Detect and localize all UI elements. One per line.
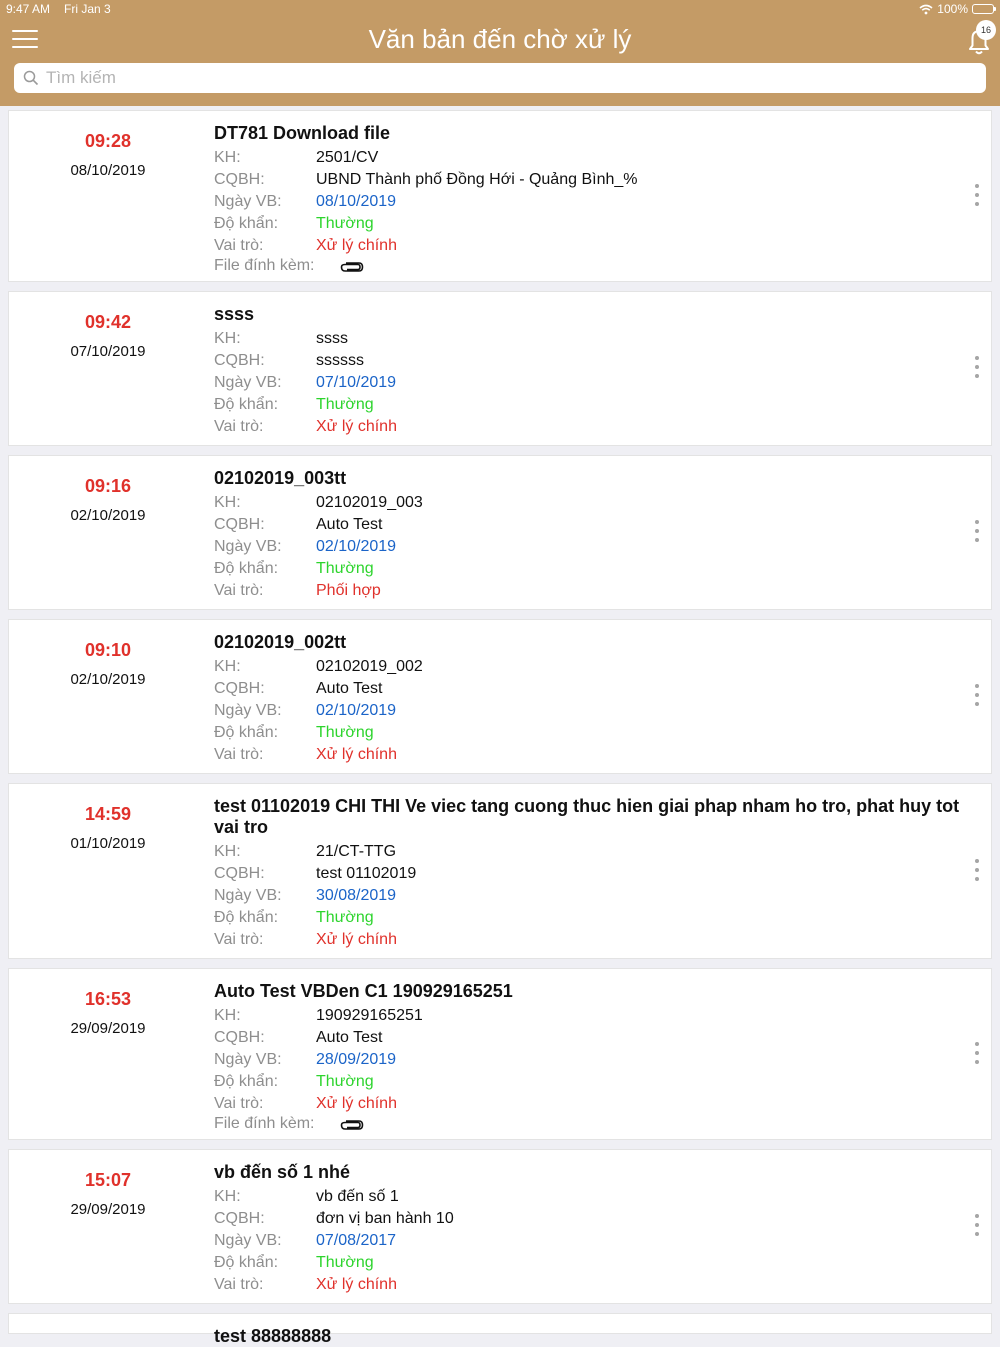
document-card[interactable] bbox=[8, 455, 992, 610]
received-date: 07/10/2019 bbox=[70, 343, 146, 360]
battery-icon bbox=[972, 4, 994, 14]
kh-value: vb đến số 1 bbox=[316, 1188, 399, 1205]
do-khan-value: Thường bbox=[316, 215, 374, 232]
received-date: 02/10/2019 bbox=[70, 671, 146, 688]
received-time: 09:10 bbox=[84, 640, 132, 660]
kh-label: KH: bbox=[214, 149, 241, 166]
cqbh-label: CQBH: bbox=[214, 516, 265, 533]
ngay-vb-value: 08/10/2019 bbox=[316, 193, 397, 210]
kh-value: 2501/CV bbox=[316, 149, 379, 166]
do-khan-label: Độ khẩn: bbox=[214, 1073, 279, 1090]
vai-tro-value: Xử lý chính bbox=[316, 931, 397, 948]
kh-label: KH: bbox=[214, 1188, 241, 1205]
more-options-icon[interactable] bbox=[971, 184, 983, 210]
do-khan-value: Thường bbox=[316, 724, 374, 741]
wifi-icon bbox=[919, 4, 933, 15]
cqbh-value: Auto Test bbox=[316, 680, 383, 697]
received-time: 09:16 bbox=[84, 476, 132, 496]
cqbh-value: đơn vị ban hành 10 bbox=[316, 1210, 454, 1227]
cqbh-label: CQBH: bbox=[214, 680, 265, 697]
kh-value: 02102019_002 bbox=[316, 658, 423, 675]
app-header bbox=[0, 0, 1000, 106]
document-title: Auto Test VBDen C1 190929165251 bbox=[214, 981, 513, 1001]
more-options-icon[interactable] bbox=[971, 859, 983, 885]
more-options-icon[interactable] bbox=[971, 520, 983, 546]
received-date: 29/09/2019 bbox=[70, 1201, 146, 1218]
ngay-vb-value: 28/09/2019 bbox=[316, 1051, 397, 1068]
cqbh-value: UBND Thành phố Đồng Hới - Quảng Bình_% bbox=[316, 171, 638, 188]
page-title: Văn bản đến chờ xử lý bbox=[368, 24, 632, 54]
ngay-vb-value: 02/10/2019 bbox=[316, 702, 397, 719]
document-card[interactable] bbox=[8, 619, 992, 774]
do-khan-value: Thường bbox=[316, 560, 374, 577]
document-card[interactable] bbox=[8, 783, 992, 959]
search-icon bbox=[23, 70, 39, 86]
kh-label: KH: bbox=[214, 843, 241, 860]
ngay-vb-label: Ngày VB: bbox=[214, 1051, 282, 1068]
document-card[interactable] bbox=[8, 291, 992, 446]
received-date: 02/10/2019 bbox=[70, 507, 146, 524]
do-khan-label: Độ khẩn: bbox=[214, 724, 279, 741]
cqbh-label: CQBH: bbox=[214, 1210, 265, 1227]
kh-label: KH: bbox=[214, 1007, 241, 1024]
cqbh-label: CQBH: bbox=[214, 352, 265, 369]
kh-label: KH: bbox=[214, 658, 241, 675]
status-time: 9:47 AM bbox=[6, 2, 51, 16]
received-time: 09:28 bbox=[84, 131, 132, 151]
vai-tro-value: Xử lý chính bbox=[316, 237, 397, 254]
vai-tro-value: Xử lý chính bbox=[316, 1095, 397, 1112]
received-time: 14:59 bbox=[84, 804, 132, 824]
do-khan-label: Độ khẩn: bbox=[214, 215, 279, 232]
vai-tro-label: Vai trò: bbox=[214, 746, 264, 763]
document-title: vb đến số 1 nhé bbox=[214, 1162, 351, 1182]
document-card[interactable] bbox=[8, 110, 992, 282]
vai-tro-label: Vai trò: bbox=[214, 582, 264, 599]
document-title: 02102019_002tt bbox=[214, 632, 347, 652]
status-date: Fri Jan 3 bbox=[64, 2, 111, 16]
received-date: 01/10/2019 bbox=[70, 835, 146, 852]
ngay-vb-label: Ngày VB: bbox=[214, 702, 282, 719]
cqbh-label: CQBH: bbox=[214, 1029, 265, 1046]
received-time: 15:07 bbox=[84, 1170, 132, 1190]
document-title: 02102019_003tt bbox=[214, 468, 347, 488]
document-card[interactable] bbox=[8, 1149, 992, 1304]
notification-badge: 16 bbox=[976, 20, 996, 40]
ngay-vb-value: 30/08/2019 bbox=[316, 887, 397, 904]
do-khan-value: Thường bbox=[316, 1254, 374, 1271]
ngay-vb-label: Ngày VB: bbox=[214, 887, 282, 904]
ngay-vb-value: 07/08/2017 bbox=[316, 1232, 397, 1249]
attachment-label: File đính kèm: bbox=[214, 1115, 315, 1132]
search-bar[interactable] bbox=[14, 63, 986, 93]
vai-tro-label: Vai trò: bbox=[214, 931, 264, 948]
cqbh-value: test 01102019 bbox=[316, 865, 417, 882]
vai-tro-value: Xử lý chính bbox=[316, 1276, 397, 1293]
kh-label: KH: bbox=[214, 494, 241, 511]
cqbh-value: Auto Test bbox=[316, 516, 383, 533]
more-options-icon[interactable] bbox=[971, 684, 983, 710]
ngay-vb-label: Ngày VB: bbox=[214, 193, 282, 210]
search-input[interactable] bbox=[46, 63, 976, 93]
status-right bbox=[919, 2, 994, 16]
document-title: test 01102019 CHI THI Ve viec tang cuong thuc hien giai phap nham ho tro, phat huy tot vai tro bbox=[214, 796, 960, 837]
kh-label: KH: bbox=[214, 330, 241, 347]
do-khan-value: Thường bbox=[316, 1073, 374, 1090]
vai-tro-label: Vai trò: bbox=[214, 237, 264, 254]
vai-tro-value: Xử lý chính bbox=[316, 746, 397, 763]
vai-tro-value: Xử lý chính bbox=[316, 418, 397, 435]
document-card[interactable] bbox=[8, 968, 992, 1140]
battery-percent: 100% bbox=[937, 2, 968, 16]
ngay-vb-value: 07/10/2019 bbox=[316, 374, 397, 391]
received-date: 08/10/2019 bbox=[70, 162, 146, 179]
paperclip-icon[interactable] bbox=[340, 1119, 364, 1131]
document-title: test 88888888 bbox=[214, 1326, 332, 1346]
attachment-label: File đính kèm: bbox=[214, 257, 315, 274]
vai-tro-value: Phối hợp bbox=[316, 582, 381, 599]
do-khan-value: Thường bbox=[316, 909, 374, 926]
vai-tro-label: Vai trò: bbox=[214, 1095, 264, 1112]
document-title: DT781 Download file bbox=[214, 123, 391, 143]
cqbh-label: CQBH: bbox=[214, 865, 265, 882]
ngay-vb-value: 02/10/2019 bbox=[316, 538, 397, 555]
do-khan-label: Độ khẩn: bbox=[214, 396, 279, 413]
cqbh-label: CQBH: bbox=[214, 171, 265, 188]
received-time: 09:42 bbox=[84, 312, 132, 332]
more-options-icon[interactable] bbox=[971, 1214, 983, 1240]
vai-tro-label: Vai trò: bbox=[214, 1276, 264, 1293]
kh-value: 02102019_003 bbox=[316, 494, 423, 511]
more-options-icon[interactable] bbox=[971, 1042, 983, 1068]
paperclip-icon[interactable] bbox=[340, 261, 364, 273]
document-card[interactable] bbox=[8, 1313, 992, 1346]
ngay-vb-label: Ngày VB: bbox=[214, 1232, 282, 1249]
kh-value: 21/CT-TTG bbox=[316, 843, 397, 860]
cqbh-value: ssssss bbox=[316, 352, 364, 369]
kh-value: ssss bbox=[316, 330, 348, 347]
ngay-vb-label: Ngày VB: bbox=[214, 374, 282, 391]
do-khan-label: Độ khẩn: bbox=[214, 909, 279, 926]
do-khan-value: Thường bbox=[316, 396, 374, 413]
do-khan-label: Độ khẩn: bbox=[214, 560, 279, 577]
kh-value: 190929165251 bbox=[316, 1007, 423, 1024]
received-date: 29/09/2019 bbox=[70, 1020, 146, 1037]
cqbh-value: Auto Test bbox=[316, 1029, 383, 1046]
document-title: ssss bbox=[214, 304, 255, 324]
ngay-vb-label: Ngày VB: bbox=[214, 538, 282, 555]
do-khan-label: Độ khẩn: bbox=[214, 1254, 279, 1271]
more-options-icon[interactable] bbox=[971, 356, 983, 382]
vai-tro-label: Vai trò: bbox=[214, 418, 264, 435]
received-time: 16:53 bbox=[84, 989, 132, 1009]
